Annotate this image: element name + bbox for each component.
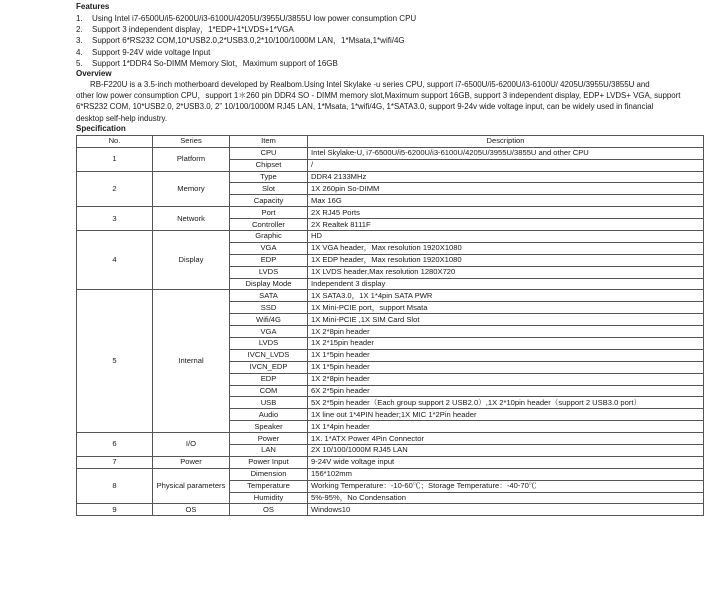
item-cell: IVCN_LVDS <box>230 349 308 361</box>
row-number: 2 <box>77 171 153 207</box>
item-cell: Port <box>230 207 308 219</box>
description-cell: 1X 2*8pin header <box>308 373 704 385</box>
overview-line-2: other low power consumption CPU，support 1＊260 pin DDR4 SO - DIMM memory slot,Maximum support 16GB, support 3 independent display, EDP+ LVDS+ VGA, support <box>76 91 681 101</box>
overview-line-4: desktop self-help industry. <box>76 113 168 123</box>
feature-item <box>76 24 716 35</box>
description-cell: 1X Mini-PCIE port，support Msata <box>308 302 704 314</box>
item-cell: OS <box>230 504 308 516</box>
row-number: 6 <box>77 433 153 457</box>
description-cell: 156*102mm <box>308 468 704 480</box>
item-cell: IVCN_EDP <box>230 361 308 373</box>
description-cell: / <box>308 159 704 171</box>
description-cell: Intel Skylake-U, i7-6500U/i5-6200U/i3-6100U/4205U/3955U/3855U and other CPU <box>308 147 704 159</box>
item-cell: VGA <box>230 242 308 254</box>
description-cell: 1X EDP header，Max resolution 1920X1080 <box>308 254 704 266</box>
row-number: 4 <box>77 230 153 289</box>
feature-text: Support 9-24V wide voltage Input <box>92 47 211 57</box>
row-number: 8 <box>77 468 153 504</box>
series-cell: Platform <box>153 147 230 171</box>
feature-item <box>76 58 716 69</box>
description-cell: Max 16G <box>308 195 704 207</box>
row-number: 7 <box>77 456 153 468</box>
header-series: Series <box>153 135 230 147</box>
item-cell: EDP <box>230 254 308 266</box>
item-cell: Dimension <box>230 468 308 480</box>
description-cell: HD <box>308 230 704 242</box>
table-row <box>77 504 704 516</box>
item-cell: SSD <box>230 302 308 314</box>
item-cell: Display Mode <box>230 278 308 290</box>
description-cell: 5%-95%，No Condensation <box>308 492 704 504</box>
item-cell: Controller <box>230 219 308 231</box>
feature-text: Using Intel i7-6500U/i5-6200U/i3-6100U/4205U/3955U/3855U low power consumption CPU <box>92 14 417 23</box>
description-cell: 1X Mini-PCIE ,1X SIM Card Slot <box>308 314 704 326</box>
row-number: 9 <box>77 504 153 516</box>
item-cell: CPU <box>230 147 308 159</box>
row-number: 5 <box>77 290 153 433</box>
description-cell: 5X 2*5pin header（Each group support 2 USB2.0）,1X 2*10pin header（support 2 USB3.0 port） <box>308 397 704 409</box>
item-cell: LVDS <box>230 337 308 349</box>
feature-number: 3. <box>76 36 83 46</box>
overview-heading: Overview <box>76 69 112 79</box>
description-cell: DDR4 2133MHz <box>308 171 704 183</box>
series-cell: I/O <box>153 433 230 457</box>
table-row <box>77 171 704 183</box>
feature-number: 4. <box>76 47 83 57</box>
overview-paragraph <box>76 79 716 124</box>
feature-number: 5. <box>76 58 83 68</box>
specification-body <box>77 147 704 516</box>
series-cell: Physical parameters <box>153 468 230 504</box>
specification-heading: Specification <box>76 123 126 133</box>
item-cell: LVDS <box>230 266 308 278</box>
description-cell: Windows10 <box>308 504 704 516</box>
description-cell: Independent 3 display <box>308 278 704 290</box>
feature-number: 2. <box>76 25 83 35</box>
item-cell: Graphic <box>230 230 308 242</box>
item-cell: Power Input <box>230 456 308 468</box>
item-cell: Slot <box>230 183 308 195</box>
features-heading: Features <box>76 2 110 11</box>
item-cell: Power <box>230 433 308 445</box>
feature-text: Support 1*DDR4 So-DIMM Memory Slot，Maximum support of 16GB <box>92 58 338 68</box>
item-cell: Speaker <box>230 421 308 433</box>
row-number: 1 <box>77 147 153 171</box>
item-cell: Chipset <box>230 159 308 171</box>
description-cell: 1X LVDS header,Max resolution 1280X720 <box>308 266 704 278</box>
overview-line-3: 6*RS232 COM, 10*USB2.0, 2*USB3.0, 2” 10/100/1000M RJ45 LAN, 1*Msata, 1*wifi/4G, 1*SATA3.0, support 9-24v wide voltage input, can be widely used in financial <box>76 102 654 112</box>
description-cell: 1X line out 1*4PIN header;1X MIC 1*2Pin header <box>308 409 704 421</box>
description-cell: 1X 1*5pin header <box>308 361 704 373</box>
table-row <box>77 290 704 302</box>
description-cell: 1X VGA header，Max resolution 1920X1080 <box>308 242 704 254</box>
features-list <box>76 13 716 69</box>
series-cell: OS <box>153 504 230 516</box>
series-cell: Display <box>153 230 230 289</box>
feature-item <box>76 13 716 24</box>
specification-table <box>76 135 704 517</box>
feature-number: 1. <box>76 14 83 23</box>
table-row <box>77 230 704 242</box>
description-cell: 6X 2*5pin header <box>308 385 704 397</box>
table-row <box>77 147 704 159</box>
table-row <box>77 433 704 445</box>
item-cell: EDP <box>230 373 308 385</box>
description-cell: 2X Realtek 8111F <box>308 219 704 231</box>
row-number: 3 <box>77 207 153 231</box>
description-cell: 1X 1*5pin header <box>308 349 704 361</box>
description-cell: 1X 2*15pin header <box>308 337 704 349</box>
item-cell: Temperature <box>230 480 308 492</box>
header-item: Item <box>230 135 308 147</box>
item-cell: SATA <box>230 290 308 302</box>
series-cell: Internal <box>153 290 230 433</box>
description-cell: 1X 1*4pin header <box>308 421 704 433</box>
header-no: No. <box>77 135 153 147</box>
description-cell: 1X. 1*ATX Power 4Pin Connector <box>308 433 704 445</box>
item-cell: LAN <box>230 444 308 456</box>
item-cell: Wifi/4G <box>230 314 308 326</box>
item-cell: VGA <box>230 326 308 338</box>
feature-text: Support 6*RS232 COM,10*USB2.0,2*USB3.0,2*10/100/1000M LAN，1*Msata,1*wifi/4G <box>92 36 405 46</box>
description-cell: 1X 260pin So-DIMM <box>308 183 704 195</box>
series-cell: Power <box>153 456 230 468</box>
description-cell: 1X 2*8pin header <box>308 326 704 338</box>
item-cell: Type <box>230 171 308 183</box>
description-cell: 2X 10/100/1000M RJ45 LAN <box>308 444 704 456</box>
item-cell: COM <box>230 385 308 397</box>
table-row <box>77 456 704 468</box>
overview-line-1: RB-F220U is a 3.5-inch motherboard developed by Realbom.Using Intel Skylake -u series CPU, support i7-6500U/i5-6200U/i3-6100U/ 4205U/3955U/3855U and <box>90 80 650 90</box>
description-cell: 2X RJ45 Ports <box>308 207 704 219</box>
description-cell: 1X SATA3.0，1X 1*4pin SATA PWR <box>308 290 704 302</box>
feature-item <box>76 35 716 46</box>
item-cell: Audio <box>230 409 308 421</box>
series-cell: Memory <box>153 171 230 207</box>
feature-text: Support 3 independent display，1*EDP+1*LVDS+1*VGA <box>92 25 294 35</box>
item-cell: USB <box>230 397 308 409</box>
description-cell: Working Temperature：-10-60℃；Storage Temperature：-40-70℃ <box>308 480 704 492</box>
header-description: Description <box>308 135 704 147</box>
item-cell: Humidity <box>230 492 308 504</box>
table-row <box>77 207 704 219</box>
feature-item <box>76 47 716 58</box>
series-cell: Network <box>153 207 230 231</box>
table-header-row <box>77 135 704 147</box>
item-cell: Capacity <box>230 195 308 207</box>
description-cell: 9-24V wide voltage input <box>308 456 704 468</box>
table-row <box>77 468 704 480</box>
